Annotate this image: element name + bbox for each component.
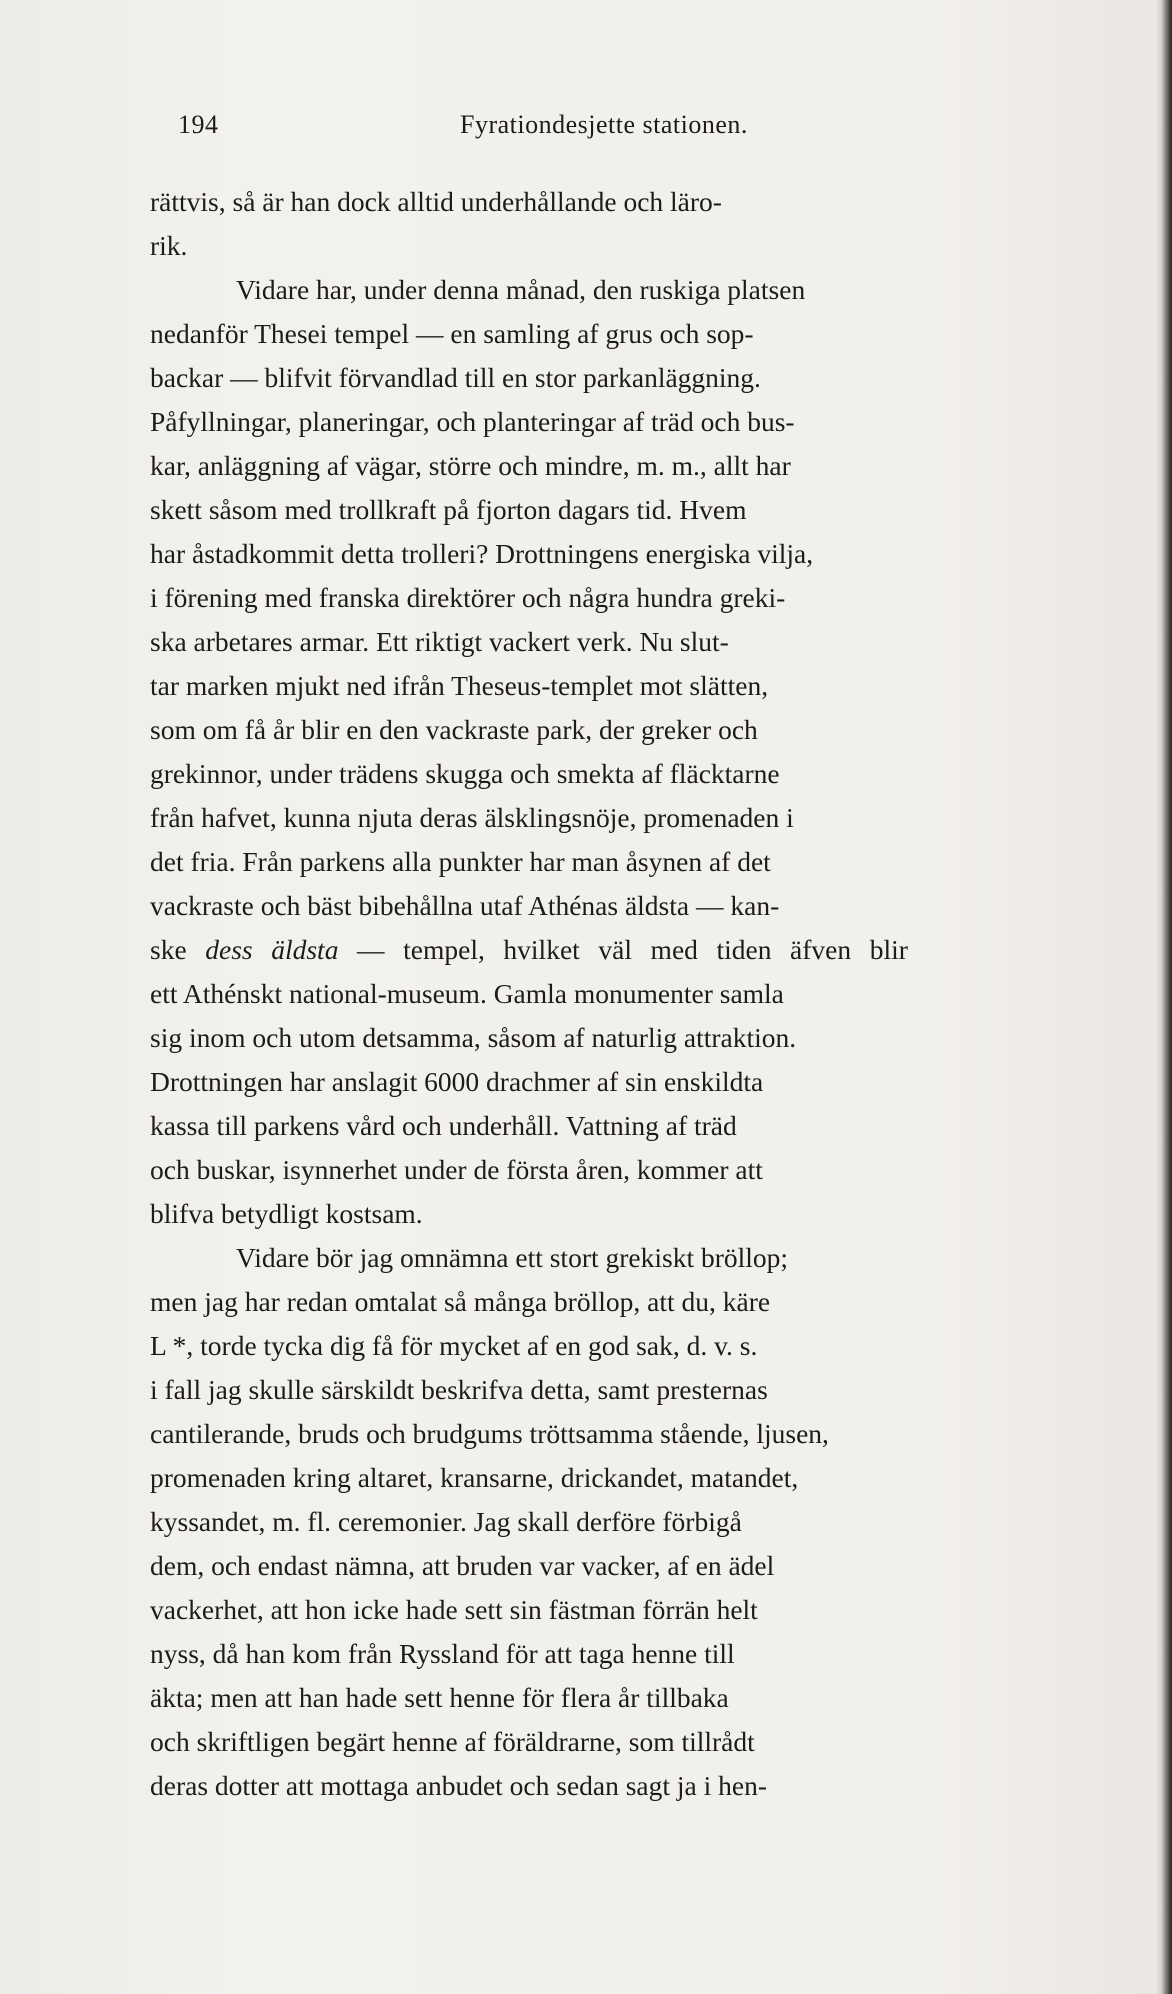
text-line: som om få år blir en den vackraste park, der greker och xyxy=(150,714,758,745)
text-line-mixed xyxy=(150,928,1150,972)
text-line: ett Athénskt national-museum. Gamla monumenter samla xyxy=(150,978,784,1009)
text-line: Påfyllningar, planeringar, och planteringar af träd och bus- xyxy=(150,406,795,437)
running-title: Fyrationdesjette stationen. xyxy=(460,110,748,139)
text-line: rik. xyxy=(150,230,188,261)
text-line: nedanför Thesei tempel — en samling af grus och sop- xyxy=(150,318,754,349)
text-line: ska arbetares armar. Ett riktigt vackert verk. Nu slut- xyxy=(150,626,729,657)
text-line: det fria. Från parkens alla punkter har man åsynen af det xyxy=(150,846,771,877)
text-line: tar marken mjukt ned ifrån Theseus-templet mot slätten, xyxy=(150,670,769,701)
text-line: rättvis, så är han dock alltid underhållande och läro- xyxy=(150,186,722,217)
paragraph-start-line: Vidare bör jag omnämna ett stort grekiskt bröllop; xyxy=(236,1242,789,1273)
text-line: promenaden kring altaret, kransarne, drickandet, matandet, xyxy=(150,1462,799,1493)
text-line: vackraste och bäst bibehållna utaf Athénas äldsta — kan- xyxy=(150,890,780,921)
paragraph-start-line: Vidare har, under denna månad, den ruskiga platsen xyxy=(236,274,806,305)
text-segment: ske xyxy=(150,934,187,965)
text-line: kyssandet, m. fl. ceremonier. Jag skall derföre förbigå xyxy=(150,1506,742,1537)
text-line: kar, anläggning af vägar, större och mindre, m. m., allt har xyxy=(150,450,791,481)
text-line: dem, och endast nämna, att bruden var vacker, af en ädel xyxy=(150,1550,775,1581)
text-line: grekinnor, under trädens skugga och smekta af fläcktarne xyxy=(150,758,780,789)
text-line: cantilerande, bruds och brudgums tröttsamma stående, ljusen, xyxy=(150,1418,829,1449)
page-edge-shadow xyxy=(1154,0,1172,1994)
text-line: backar — blifvit förvandlad till en stor parkanläggning. xyxy=(150,362,761,393)
text-segment: — tempel, hvilket väl med tiden äfven blir xyxy=(357,934,908,965)
text-line: och skriftligen begärt henne af föräldrarne, som tillrådt xyxy=(150,1726,755,1757)
italic-emphasis: dess äldsta xyxy=(205,934,339,965)
text-line: Drottningen har anslagit 6000 drachmer af sin enskildta xyxy=(150,1066,764,1097)
text-line: L *, torde tycka dig få för mycket af en god sak, d. v. s. xyxy=(150,1330,758,1361)
text-line: och buskar, isynnerhet under de första åren, kommer att xyxy=(150,1154,763,1185)
page-number: 194 xyxy=(178,110,219,139)
text-line: men jag har redan omtalat så många bröllop, att du, käre xyxy=(150,1286,771,1317)
text-line: skett såsom med trollkraft på fjorton dagars tid. Hvem xyxy=(150,494,747,525)
text-line: från hafvet, kunna njuta deras älsklingsnöje, promenaden i xyxy=(150,802,794,833)
page-header xyxy=(178,110,858,150)
text-line: i fall jag skulle särskildt beskrifva detta, samt presternas xyxy=(150,1374,768,1405)
text-line: nyss, då han kom från Ryssland för att taga henne till xyxy=(150,1638,735,1669)
text-line: i förening med franska direktörer och några hundra greki- xyxy=(150,582,786,613)
text-line: vackerhet, att hon icke hade sett sin fästman förrän helt xyxy=(150,1594,758,1625)
text-line: kassa till parkens vård och underhåll. Vattning af träd xyxy=(150,1110,737,1141)
text-line: blifva betydligt kostsam. xyxy=(150,1198,423,1229)
text-line: har åstadkommit detta trolleri? Drottningens energiska vilja, xyxy=(150,538,814,569)
text-line: sig inom och utom detsamma, såsom af naturlig attraktion. xyxy=(150,1022,797,1053)
text-line: äkta; men att han hade sett henne för flera år tillbaka xyxy=(150,1682,729,1713)
text-line: deras dotter att mottaga anbudet och sedan sagt ja i hen- xyxy=(150,1770,768,1801)
